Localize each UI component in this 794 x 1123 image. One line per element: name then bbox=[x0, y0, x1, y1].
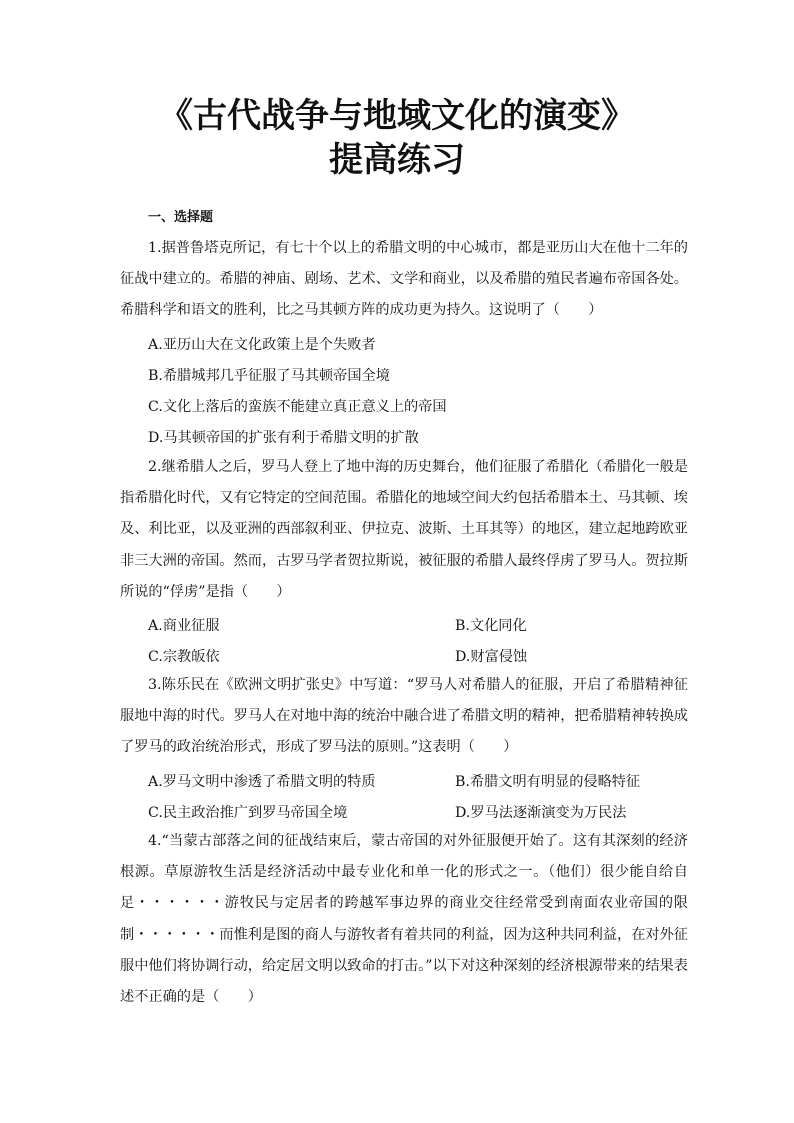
document-subtitle: 提高练习 bbox=[329, 140, 465, 180]
question-1-option-d: D.马其顿帝国的扩张有利于希腊文明的扩散 bbox=[148, 430, 419, 446]
question-3-option-d: D.罗马法逐渐演变为万民法 bbox=[455, 805, 627, 821]
question-2-option-d: D.财富侵蚀 bbox=[455, 649, 528, 665]
question-2-option-b: B.文化同化 bbox=[455, 618, 527, 634]
question-3-option-a: A.罗马文明中渗透了希腊文明的特质 bbox=[148, 774, 376, 790]
question-1-option-a: A.亚历山大在文化政策上是个失败者 bbox=[148, 337, 376, 353]
question-1-option-b: B.希腊城邦几乎征服了马其顿帝国全境 bbox=[148, 368, 390, 384]
question-2-option-c: C.宗教皈依 bbox=[148, 649, 220, 665]
question-2-option-a: A.商业征服 bbox=[148, 618, 220, 634]
document-title: 《古代战争与地域文化的演变》 bbox=[159, 96, 635, 136]
question-1-option-c: C.文化上落后的蛮族不能建立真正意义上的帝国 bbox=[148, 399, 447, 415]
question-3-option-b: B.希腊文明有明显的侵略特征 bbox=[455, 774, 641, 790]
question-3-stem: 3.陈乐民在《欧洲文明扩张史》中写道：“罗马人对希腊人的征服，开启了希腊精神征服地中海的时代。罗马人在对地中海的统治中融合进了希腊文明的精神，把希腊精神转换成了罗马的政治统治形式，形成了罗马法的原则。”这表明（ ） bbox=[120, 677, 688, 756]
question-4-stem: 4.“当蒙古部落之间的征战结束后，蒙古帝国的对外征服便开始了。这有其深刻的经济根源。草原游牧生活是经济活动中最专业化和单一化的形式之一。（他们）很少能自给自足・・・・・・游牧民与定居者的跨越军事边界的商业交往经常受到南面农业帝国的限制・・・・・・而惟利是图的商人与游牧者有着共同的利益，因为这种共同利益，在对外征服中他们将协调行动，给定居文明以致命的打击。”以下对这种深刻的经济根源带来的结果表述不正确的是（ ） bbox=[120, 833, 688, 1006]
question-2-stem: 2.继希腊人之后，罗马人登上了地中海的历史舞台，他们征服了希腊化（希腊化一般是指希腊化时代，又有它特定的空间范围。希腊化的地域空间大约包括希腊本土、马其顿、埃及、利比亚，以及亚洲的西部叙利亚、伊拉克、波斯、土耳其等）的地区，建立起地跨欧亚非三大洲的帝国。然而，古罗马学者贺拉斯说，被征服的希腊人最终俘虏了罗马人。贺拉斯所说的“俘虏”是指（ ） bbox=[120, 459, 688, 600]
question-1-stem: 1.据普鲁塔克所记，有七十个以上的希腊文明的中心城市，都是亚历山大在他十二年的征战中建立的。希腊的神庙、剧场、艺术、文学和商业，以及希腊的殖民者遍布帝国各处。希腊科学和语文的胜利，比之马其顿方阵的成功更为持久。这说明了（ ） bbox=[120, 240, 688, 319]
section-heading: 一、选择题 bbox=[148, 210, 214, 225]
question-3-option-c: C.民主政治推广到罗马帝国全境 bbox=[148, 805, 348, 821]
